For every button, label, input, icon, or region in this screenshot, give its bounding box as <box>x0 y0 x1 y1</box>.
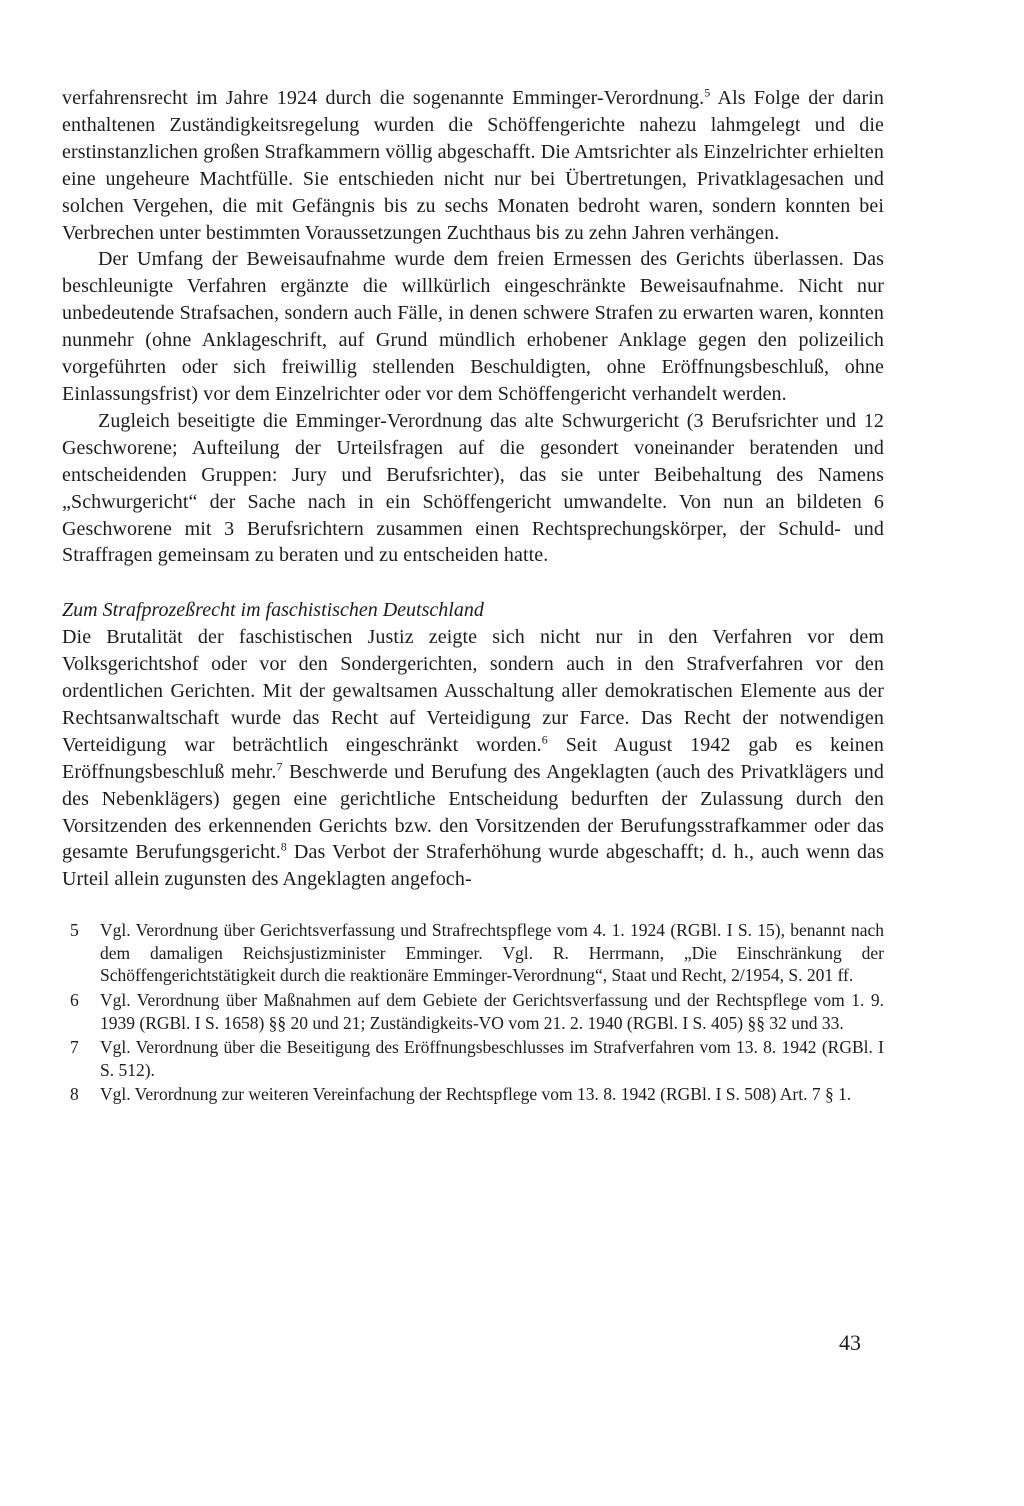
footnote-number: 7 <box>70 1037 79 1058</box>
footnote-number: 8 <box>70 1084 79 1105</box>
footnote-text: Vgl. Verordnung über die Beseitigung des Eröffnungsbeschlusses im Strafverfahren vom 13. 8. 1942 (RGBl. I S. 512). <box>100 1037 884 1080</box>
footnote-5 <box>62 919 884 987</box>
footnote-ref-6: 6 <box>541 732 548 747</box>
footnote-6 <box>62 989 884 1034</box>
paragraph-4-part-3: Beschwerde und Berufung des Angeklagten (auch des Privatklägers und des Nebenklägers) gegen eine gerichtliche Entscheidung bedurften der Zulassung durch den Vorsitzenden des erkennenden Gerichts bzw. den Vorsitzenden der Berufungsstrafkammer oder das gesamte Berufungsgericht. <box>62 760 885 864</box>
footnote-text: Vgl. Verordnung zur weiteren Vereinfachung der Rechtspflege vom 13. 8. 1942 (RGBl. I S. 508) Art. 7 § 1. <box>100 1084 852 1105</box>
footnote-number: 5 <box>70 920 79 941</box>
footnote-text: Vgl. Verordnung über Gerichtsverfassung und Strafrechtspflege vom 4. 1. 1924 (RGBl. I S. 15), benannt nach dem damaligen Reichsjustizminister Emminger. Vgl. R. Herrmann, „Die Einschränkung der Schöffengerichtstätigkeit durch die reaktionäre Emminger-Verordnung“, Staat und Recht, 2/1954, S. 201 ff. <box>100 920 884 986</box>
footnote-text: Vgl. Verordnung über Maßnahmen auf dem Gebiete der Gerichtsverfassung und der Rechtspflege vom 1. 9. 1939 (RGBl. I S. 1658) §§ 20 und 21; Zuständigkeits-VO vom 21. 2. 1940 (RGBl. I S. 405) §§ 32 und 33. <box>100 990 884 1033</box>
footnote-7 <box>62 1036 884 1081</box>
paragraph-1-text: verfahrensrecht im Jahre 1924 durch die sogenannte Emminger-Verordnung. <box>62 87 705 109</box>
main-text <box>62 85 884 893</box>
paragraph-3-text: Zugleich beseitigte die Emminger-Verordnung das alte Schwurgericht (3 Berufsrichter und 12 Geschworene; Aufteilung der Urteilsfragen auf die gesondert voneinander beratenden und entscheidenden Gruppen: Jury und Berufsrichter), das sie unter Beibehaltung des Namens „Schwurgericht“ der Sache nach in ein Schöffengericht umwandelte. Von nun an bildeten 6 Geschworene mit 3 Berufsrichtern zusammen einen Rechtsprechungskörper, der Schuld- und Straffragen gemeinsam zu beraten und zu entscheiden hatte. <box>62 409 884 567</box>
footnote-ref-8: 8 <box>280 839 287 854</box>
page-number: 43 <box>839 1330 861 1355</box>
paragraph-4-part-2: Seit August 1942 gab es keinen Eröffnungsbeschluß mehr. <box>62 733 884 783</box>
paragraph-4-part-4: Das Verbot der Straferhöhung wurde abgeschafft; d. h., auch wenn das Urteil allein zugunsten des Angeklagten angefoch- <box>62 841 884 891</box>
footnote-ref-7: 7 <box>276 759 283 774</box>
paragraph-4 <box>62 624 884 893</box>
paragraph-1 <box>62 85 884 246</box>
paragraph-2-text: Der Umfang der Beweisaufnahme wurde dem freien Ermessen des Gerichts überlassen. Das beschleunigte Verfahren ergänzte die willkürlich eingeschränkte Beweisaufnahme. Nicht nur unbedeutende Strafsachen, sondern auch Fälle, in denen schwere Strafen zu erwarten waren, konnten nunmehr (ohne Anklageschrift, auf Grund mündlich erhobener Anklage gegen den polizeilich vorgeführten oder sich freiwillig stellenden Beschuldigten, ohne Eröffnungsbeschluß, ohne Einlassungsfrist) vor dem Einzelrichter oder vor dem Schöffengericht verhandelt werden. <box>62 248 884 405</box>
paragraph-1-text-cont: Als Folge der darin enthaltenen Zuständigkeitsregelung wurden die Schöffengerichte nahezu lahmgelegt und die erstinstanzlichen großen Strafkammern völlig abgeschafft. Die Amtsrichter als Einzelrichter erhielten eine ungeheure Machtfülle. Sie entschieden nicht nur bei Übertretungen, Privatklagesachen und solchen Vergehen, die mit Gefängnis bis zu sechs Monaten bedroht waren, sondern konnten bei Verbrechen unter bestimmten Voraussetzungen Zuchthaus bis zu zehn Jahren verhängen. <box>62 87 884 244</box>
paragraph-4-part-1: Die Brutalität der faschistischen Justiz zeigte sich nicht nur in den Verfahren vor dem Volksgerichtshof oder vor den Sondergerichten, sondern auch in den Strafverfahren vor den ordentlichen Gerichten. Mit der gewaltsamen Ausschaltung aller demokratischen Elemente aus der Rechtsanwaltschaft wurde das Recht auf Verteidigung zur Farce. Das Recht der notwendigen Verteidigung war beträchtlich eingeschränkt worden. <box>62 626 884 756</box>
paragraph-3 <box>62 408 884 569</box>
page-content <box>62 85 884 1108</box>
footnote-ref-5: 5 <box>704 85 711 100</box>
section-heading: Zum Strafprozeßrecht im faschistischen Deutschland <box>62 599 484 622</box>
footnotes <box>62 919 884 1106</box>
footnote-number: 6 <box>70 990 79 1011</box>
paragraph-2 <box>62 246 884 407</box>
footnote-8 <box>62 1083 884 1106</box>
